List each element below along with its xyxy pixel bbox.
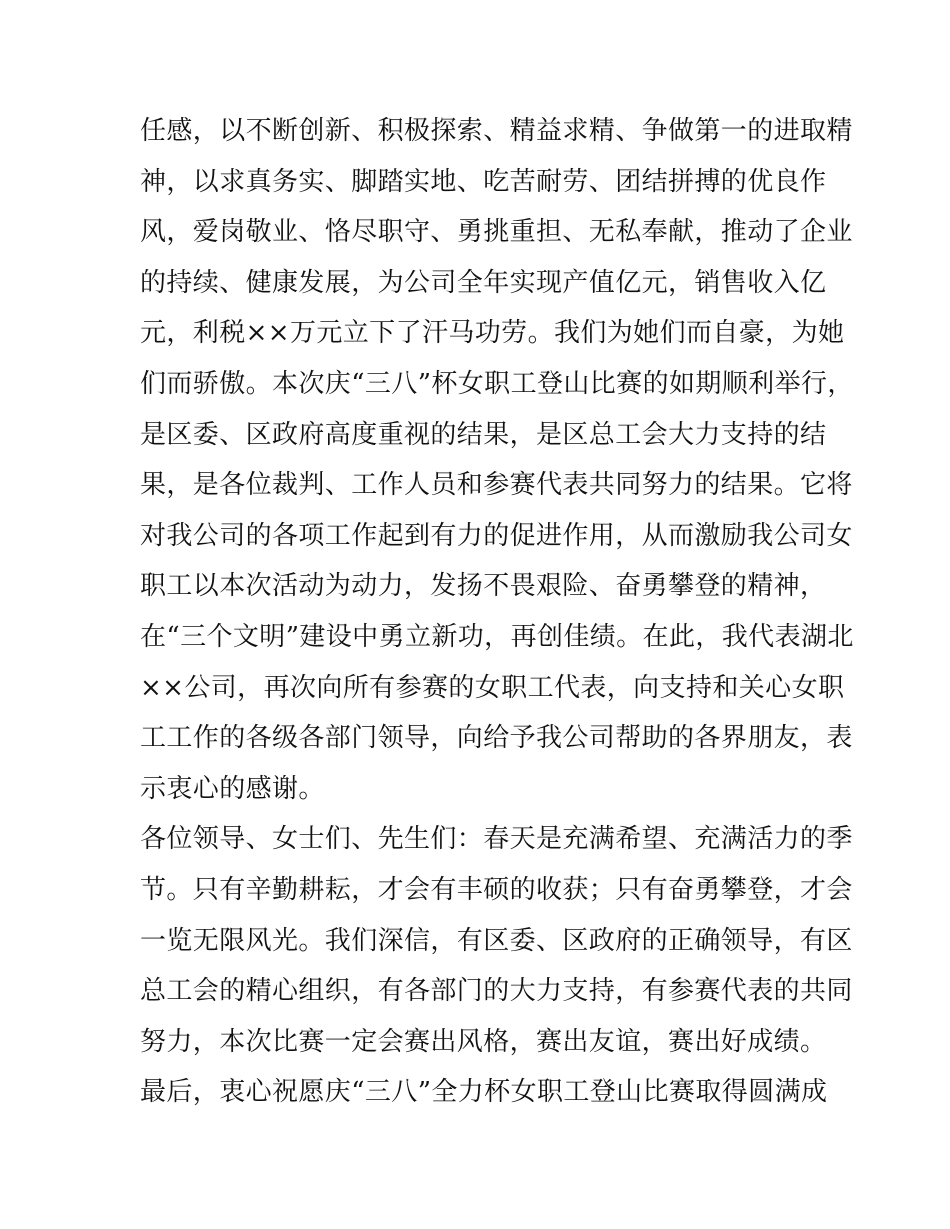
text-line: 们而骄傲。本次庆“三八”杯女职工登山比赛的如期顺利举行， [140, 368, 854, 399]
text-line: 在“三个文明”建设中勇立新功，再创佳绩。在此，我代表湖北 [140, 621, 854, 652]
text-line: 风，爱岗敬业、恪尽职守、勇挑重担、无私奉献，推动了企业 [140, 217, 853, 248]
text-line: 节。只有辛勤耕耘，才会有丰硕的收获；只有奋勇攀登，才会 [140, 874, 853, 905]
text-line: ××公司，再次向所有参赛的女职工代表，向支持和关心女职 [140, 672, 845, 703]
text-line: 各位领导、女士们、先生们：春天是充满希望、充满活力的季 [140, 824, 853, 855]
text-line: 元，利税××万元立下了汗马功劳。我们为她们而自豪，为她 [140, 318, 845, 349]
text-line: 果，是各位裁判、工作人员和参赛代表共同努力的结果。它将 [140, 470, 853, 501]
text-line: 一览无限风光。我们深信，有区委、区政府的正确领导，有区 [140, 925, 853, 956]
text-line: 总工会的精心组织，有各部门的大力支持，有参赛代表的共同 [140, 976, 853, 1007]
text-line: 职工以本次活动为动力，发扬不畏艰险、奋勇攀登的精神， [140, 571, 827, 602]
text-line: 努力，本次比赛一定会赛出风格，赛出友谊，赛出好成绩。 [140, 1026, 827, 1057]
text-line: 的持续、健康发展，为公司全年实现产值亿元，销售收入亿 [140, 267, 827, 298]
text-line: 对我公司的各项工作起到有力的促进作用，从而激励我公司女 [140, 520, 853, 551]
text-line: 任感，以不断创新、积极探索、精益求精、争做第一的进取精 [140, 116, 853, 146]
body-text [140, 106, 854, 1118]
text-line: 最后，衷心祝愿庆“三八”全力杯女职工登山比赛取得圆满成 [140, 1077, 828, 1108]
text-line: 示衷心的感谢。 [140, 773, 325, 804]
text-line: 神，以求真务实、脚踏实地、吃苦耐劳、团结拼搏的优良作 [140, 166, 827, 197]
text-line: 工工作的各级各部门领导，向给予我公司帮助的各界朋友，表 [140, 723, 853, 754]
text-line: 是区委、区政府高度重视的结果，是区总工会大力支持的结 [140, 419, 827, 450]
